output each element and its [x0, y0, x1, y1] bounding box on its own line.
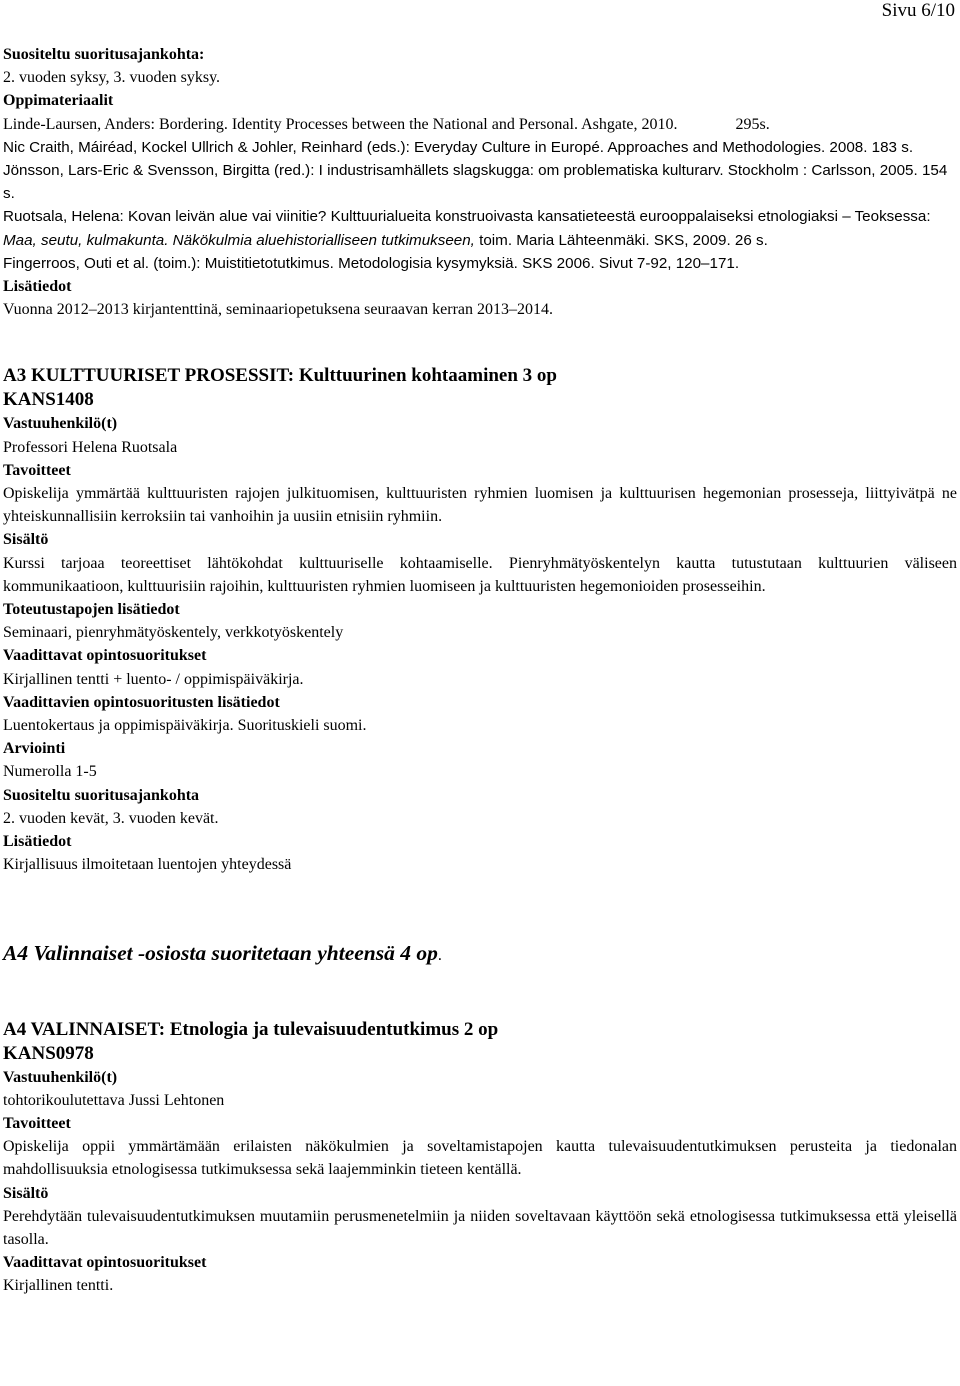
materials-heading: Oppimateriaalit: [3, 92, 114, 110]
responsible-heading: Vastuuhenkilö(t): [3, 415, 118, 433]
reference-1: Linde-Laursen, Anders: Bordering. Identity Processes between the National and Personal. Ashgate, 2010. 295s.: [3, 115, 770, 133]
reference-3: Jönsson, Lars-Eric & Svensson, Birgitta (red.): I industrisamhällets slagskugga: om problematiska kulturarv. Stockholm : Carlsson, 2005. 154 s.: [3, 162, 948, 203]
a3-course: [3, 364, 957, 876]
content-heading: Sisältö: [3, 531, 49, 549]
schedule-heading: Suositeltu suoritusajankohta:: [3, 46, 205, 63]
info-heading: Lisätiedot: [3, 833, 72, 851]
requirements-text: Kirjallinen tentti + luento- / oppimispäiväkirja.: [3, 670, 304, 688]
page-number: Sivu 6/10: [881, 0, 955, 21]
requirements-text: Kirjallinen tentti.: [3, 1277, 114, 1295]
grading-heading: Arviointi: [3, 740, 66, 758]
info-heading: Lisätiedot: [3, 278, 72, 296]
info-text: Kirjallisuus ilmoitetaan luentojen yhteydessä: [3, 856, 292, 874]
course-title: A4 VALINNAISET: Etnologia ja tulevaisuudentutkimus 2 op: [3, 1018, 499, 1040]
document-body: [3, 0, 957, 1298]
reference-5: Fingerroos, Outi et al. (toim.): Muistitietotutkimus. Metodologisia kysymyksiä. SKS 2006. Sivut 7-92, 120–171.: [3, 254, 740, 272]
course-code: KANS1408: [3, 389, 94, 411]
info-text: Vuonna 2012–2013 kirjantenttinä, seminaariopetuksena seuraavan kerran 2013–2014.: [3, 301, 553, 319]
responsible-text: tohtorikoulutettava Jussi Lehtonen: [3, 1091, 225, 1109]
goals-text: Opiskelija oppii ymmärtämään erilaisten näkökulmien ja soveltamistapojen kautta tulevaisuudentutkimuksen perusteita ja tiedonalan mahdollisuuksia etnologisessa tutkimuksessa sekä laajemminkin tieteen kentällä.: [3, 1138, 957, 1179]
goals-text: Opiskelija ymmärtää kulttuuristen rajojen julkituomisen, kulttuuristen ryhmien luomisen ja kulttuurisen hegemonian prosesseja, liittyivätpä ne yhteiskunnallisiin kerroksiin tai vanhoihin ja uusiin etnisiin ryhmiin.: [3, 485, 957, 526]
content-heading: Sisältö: [3, 1184, 49, 1202]
a4-course: [3, 1018, 957, 1298]
content-text: Perehdytään tulevaisuudentutkimuksen muutamiin perusmenetelmiin ja niiden soveltavaan käyttöön sekä etnologisessa tutkimuksessa että yleisellä tasolla.: [3, 1207, 957, 1248]
responsible-heading: Vastuuhenkilö(t): [3, 1068, 118, 1086]
requirements-heading: Vaadittavat opintosuoritukset: [3, 1254, 207, 1272]
schedule-text: 2. vuoden kevät, 3. vuoden kevät.: [3, 809, 219, 827]
goals-heading: Tavoitteet: [3, 461, 71, 479]
methods-text: Seminaari, pienryhmätyöskentely, verkkotyöskentely: [3, 624, 344, 642]
reference-4: Ruotsala, Helena: Kovan leivän alue vai viinitie? Kulttuurialueita konstruoivasta kansatieteestä eurooppalaiseksi etnologiaksi – Teoksessa: Maa, seutu, kulmakunta. Näkökulmia aluehistorialliseen tutkimukseen, toim. Maria Lähteenmäki. SKS, 2009. 26 s.: [3, 208, 931, 249]
reference-2: Nic Craith, Máiréad, Kockel Ullrich & Johler, Reinhard (eds.): Everyday Culture in Europé. Approaches and Methodologies. 2008. 183 s.: [3, 138, 914, 156]
goals-heading: Tavoitteet: [3, 1114, 71, 1132]
content-text: Kurssi tarjoaa teoreettiset lähtökohdat kulttuuriselle kohtaamiselle. Pienryhmätyöskentelyn kautta tutustutaan kulttuurien väliseen kommunikaatioon, kulttuurisiin rajoihin, kulttuuristen ryhmien luomiseen ja kulttuuristen hegemonioiden prosesseihin.: [3, 554, 957, 595]
responsible-text: Professori Helena Ruotsala: [3, 438, 178, 456]
requirements-heading: Vaadittavat opintosuoritukset: [3, 647, 207, 665]
section-heading-a4: A4 Valinnaiset -osiosta suoritetaan yhteensä 4 op.: [3, 940, 442, 965]
grading-text: Numerolla 1-5: [3, 763, 97, 781]
schedule-text: 2. vuoden syksy, 3. vuoden syksy.: [3, 69, 221, 87]
course-title: A3 KULTTUURISET PROSESSIT: Kulttuurinen kohtaaminen 3 op: [3, 365, 557, 387]
schedule-heading: Suositeltu suoritusajankohta: [3, 786, 200, 804]
requirements-info-text: Luentokertaus ja oppimispäiväkirja. Suorituskieli suomi.: [3, 717, 367, 735]
requirements-info-heading: Vaadittavien opintosuoritusten lisätiedot: [3, 693, 280, 711]
a2-course-tail: [3, 43, 957, 321]
course-code: KANS0978: [3, 1042, 94, 1064]
methods-heading: Toteutustapojen lisätiedot: [3, 601, 180, 619]
